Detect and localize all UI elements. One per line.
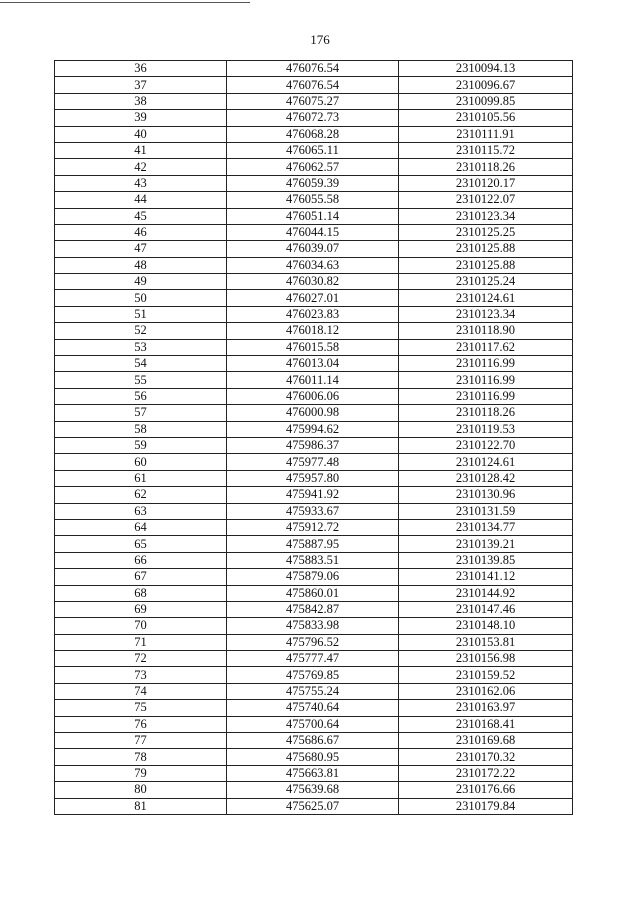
x-coordinate-cell: 475639.68	[227, 782, 399, 798]
point-number-cell: 65	[55, 536, 227, 552]
y-coordinate-cell: 2310118.90	[399, 323, 573, 339]
point-number-cell: 45	[55, 208, 227, 224]
table-row	[55, 437, 573, 453]
x-coordinate-cell: 476076.54	[227, 77, 399, 93]
point-number-cell: 59	[55, 437, 227, 453]
x-coordinate-cell: 475755.24	[227, 683, 399, 699]
point-number-cell: 80	[55, 782, 227, 798]
x-coordinate-cell: 475957.80	[227, 470, 399, 486]
point-number-cell: 76	[55, 716, 227, 732]
x-coordinate-cell: 476039.07	[227, 241, 399, 257]
x-coordinate-cell: 475912.72	[227, 519, 399, 535]
table-row	[55, 733, 573, 749]
y-coordinate-cell: 2310125.25	[399, 224, 573, 240]
x-coordinate-cell: 475860.01	[227, 585, 399, 601]
table-row	[55, 503, 573, 519]
point-number-cell: 56	[55, 388, 227, 404]
point-number-cell: 39	[55, 110, 227, 126]
coordinates-table-body	[55, 61, 573, 815]
x-coordinate-cell: 475833.98	[227, 618, 399, 634]
table-row	[55, 192, 573, 208]
y-coordinate-cell: 2310141.12	[399, 569, 573, 585]
x-coordinate-cell: 475769.85	[227, 667, 399, 683]
point-number-cell: 50	[55, 290, 227, 306]
table-row	[55, 356, 573, 372]
point-number-cell: 51	[55, 306, 227, 322]
point-number-cell: 73	[55, 667, 227, 683]
point-number-cell: 79	[55, 765, 227, 781]
point-number-cell: 66	[55, 552, 227, 568]
table-row	[55, 634, 573, 650]
table-row	[55, 454, 573, 470]
point-number-cell: 58	[55, 421, 227, 437]
table-row	[55, 487, 573, 503]
point-number-cell: 60	[55, 454, 227, 470]
y-coordinate-cell: 2310139.85	[399, 552, 573, 568]
point-number-cell: 69	[55, 601, 227, 617]
y-coordinate-cell: 2310111.91	[399, 126, 573, 142]
y-coordinate-cell: 2310130.96	[399, 487, 573, 503]
x-coordinate-cell: 476015.58	[227, 339, 399, 355]
point-number-cell: 62	[55, 487, 227, 503]
y-coordinate-cell: 2310147.46	[399, 601, 573, 617]
table-row	[55, 601, 573, 617]
y-coordinate-cell: 2310096.67	[399, 77, 573, 93]
table-row	[55, 421, 573, 437]
table-row	[55, 749, 573, 765]
point-number-cell: 44	[55, 192, 227, 208]
x-coordinate-cell: 475887.95	[227, 536, 399, 552]
x-coordinate-cell: 475686.67	[227, 733, 399, 749]
table-row	[55, 667, 573, 683]
point-number-cell: 71	[55, 634, 227, 650]
point-number-cell: 67	[55, 569, 227, 585]
y-coordinate-cell: 2310170.32	[399, 749, 573, 765]
y-coordinate-cell: 2310179.84	[399, 798, 573, 814]
y-coordinate-cell: 2310099.85	[399, 93, 573, 109]
table-row	[55, 716, 573, 732]
x-coordinate-cell: 475883.51	[227, 552, 399, 568]
y-coordinate-cell: 2310123.34	[399, 306, 573, 322]
page-number: 176	[310, 32, 330, 47]
y-coordinate-cell: 2310148.10	[399, 618, 573, 634]
point-number-cell: 42	[55, 159, 227, 175]
table-row	[55, 388, 573, 404]
table-row	[55, 93, 573, 109]
x-coordinate-cell: 475977.48	[227, 454, 399, 470]
x-coordinate-cell: 476076.54	[227, 61, 399, 77]
y-coordinate-cell: 2310128.42	[399, 470, 573, 486]
point-number-cell: 36	[55, 61, 227, 77]
point-number-cell: 64	[55, 519, 227, 535]
table-row	[55, 323, 573, 339]
table-row	[55, 618, 573, 634]
y-coordinate-cell: 2310094.13	[399, 61, 573, 77]
x-coordinate-cell: 475740.64	[227, 700, 399, 716]
x-coordinate-cell: 475986.37	[227, 437, 399, 453]
y-coordinate-cell: 2310162.06	[399, 683, 573, 699]
y-coordinate-cell: 2310116.99	[399, 388, 573, 404]
table-row	[55, 241, 573, 257]
table-row	[55, 290, 573, 306]
y-coordinate-cell: 2310125.88	[399, 241, 573, 257]
point-number-cell: 40	[55, 126, 227, 142]
point-number-cell: 38	[55, 93, 227, 109]
table-row	[55, 765, 573, 781]
y-coordinate-cell: 2310134.77	[399, 519, 573, 535]
point-number-cell: 49	[55, 274, 227, 290]
table-row	[55, 257, 573, 273]
x-coordinate-cell: 475933.67	[227, 503, 399, 519]
y-coordinate-cell: 2310139.21	[399, 536, 573, 552]
x-coordinate-cell: 476068.28	[227, 126, 399, 142]
table-row	[55, 175, 573, 191]
y-coordinate-cell: 2310168.41	[399, 716, 573, 732]
y-coordinate-cell: 2310144.92	[399, 585, 573, 601]
y-coordinate-cell: 2310159.52	[399, 667, 573, 683]
table-row	[55, 470, 573, 486]
y-coordinate-cell: 2310124.61	[399, 290, 573, 306]
table-row	[55, 159, 573, 175]
x-coordinate-cell: 476018.12	[227, 323, 399, 339]
table-row	[55, 782, 573, 798]
table-row	[55, 110, 573, 126]
point-number-cell: 46	[55, 224, 227, 240]
x-coordinate-cell: 476034.63	[227, 257, 399, 273]
point-number-cell: 70	[55, 618, 227, 634]
x-coordinate-cell: 475777.47	[227, 651, 399, 667]
y-coordinate-cell: 2310156.98	[399, 651, 573, 667]
table-row	[55, 536, 573, 552]
table-row	[55, 142, 573, 158]
top-rule	[0, 2, 250, 3]
table-row	[55, 585, 573, 601]
x-coordinate-cell: 475941.92	[227, 487, 399, 503]
y-coordinate-cell: 2310118.26	[399, 159, 573, 175]
table-row	[55, 569, 573, 585]
point-number-cell: 63	[55, 503, 227, 519]
x-coordinate-cell: 475994.62	[227, 421, 399, 437]
point-number-cell: 48	[55, 257, 227, 273]
y-coordinate-cell: 2310172.22	[399, 765, 573, 781]
y-coordinate-cell: 2310124.61	[399, 454, 573, 470]
point-number-cell: 37	[55, 77, 227, 93]
point-number-cell: 77	[55, 733, 227, 749]
point-number-cell: 54	[55, 356, 227, 372]
point-number-cell: 47	[55, 241, 227, 257]
point-number-cell: 81	[55, 798, 227, 814]
point-number-cell: 57	[55, 405, 227, 421]
y-coordinate-cell: 2310122.07	[399, 192, 573, 208]
point-number-cell: 68	[55, 585, 227, 601]
x-coordinate-cell: 475879.06	[227, 569, 399, 585]
x-coordinate-cell: 476044.15	[227, 224, 399, 240]
y-coordinate-cell: 2310125.88	[399, 257, 573, 273]
y-coordinate-cell: 2310122.70	[399, 437, 573, 453]
x-coordinate-cell: 476006.06	[227, 388, 399, 404]
table-row	[55, 274, 573, 290]
table-row	[55, 552, 573, 568]
y-coordinate-cell: 2310105.56	[399, 110, 573, 126]
x-coordinate-cell: 476027.01	[227, 290, 399, 306]
y-coordinate-cell: 2310118.26	[399, 405, 573, 421]
point-number-cell: 55	[55, 372, 227, 388]
table-row	[55, 61, 573, 77]
x-coordinate-cell: 475625.07	[227, 798, 399, 814]
point-number-cell: 43	[55, 175, 227, 191]
table-row	[55, 339, 573, 355]
x-coordinate-cell: 475796.52	[227, 634, 399, 650]
point-number-cell: 41	[55, 142, 227, 158]
x-coordinate-cell: 476000.98	[227, 405, 399, 421]
point-number-cell: 72	[55, 651, 227, 667]
table-row	[55, 208, 573, 224]
table-row	[55, 651, 573, 667]
y-coordinate-cell: 2310120.17	[399, 175, 573, 191]
y-coordinate-cell: 2310123.34	[399, 208, 573, 224]
table-row	[55, 77, 573, 93]
y-coordinate-cell: 2310125.24	[399, 274, 573, 290]
point-number-cell: 74	[55, 683, 227, 699]
point-number-cell: 53	[55, 339, 227, 355]
table-row	[55, 126, 573, 142]
table-row	[55, 405, 573, 421]
x-coordinate-cell: 476062.57	[227, 159, 399, 175]
x-coordinate-cell: 476023.83	[227, 306, 399, 322]
table-row	[55, 519, 573, 535]
y-coordinate-cell: 2310117.62	[399, 339, 573, 355]
x-coordinate-cell: 475842.87	[227, 601, 399, 617]
table-row	[55, 306, 573, 322]
x-coordinate-cell: 476059.39	[227, 175, 399, 191]
x-coordinate-cell: 476075.27	[227, 93, 399, 109]
y-coordinate-cell: 2310116.99	[399, 356, 573, 372]
point-number-cell: 75	[55, 700, 227, 716]
y-coordinate-cell: 2310116.99	[399, 372, 573, 388]
x-coordinate-cell: 475700.64	[227, 716, 399, 732]
y-coordinate-cell: 2310163.97	[399, 700, 573, 716]
x-coordinate-cell: 475680.95	[227, 749, 399, 765]
coordinates-table	[54, 60, 573, 815]
y-coordinate-cell: 2310119.53	[399, 421, 573, 437]
x-coordinate-cell: 476051.14	[227, 208, 399, 224]
x-coordinate-cell: 475663.81	[227, 765, 399, 781]
table-row	[55, 683, 573, 699]
y-coordinate-cell: 2310115.72	[399, 142, 573, 158]
point-number-cell: 52	[55, 323, 227, 339]
x-coordinate-cell: 476011.14	[227, 372, 399, 388]
y-coordinate-cell: 2310131.59	[399, 503, 573, 519]
y-coordinate-cell: 2310176.66	[399, 782, 573, 798]
x-coordinate-cell: 476055.58	[227, 192, 399, 208]
x-coordinate-cell: 476072.73	[227, 110, 399, 126]
point-number-cell: 78	[55, 749, 227, 765]
table-row	[55, 224, 573, 240]
table-row	[55, 798, 573, 814]
table-row	[55, 700, 573, 716]
table-row	[55, 372, 573, 388]
y-coordinate-cell: 2310169.68	[399, 733, 573, 749]
x-coordinate-cell: 476065.11	[227, 142, 399, 158]
x-coordinate-cell: 476013.04	[227, 356, 399, 372]
point-number-cell: 61	[55, 470, 227, 486]
y-coordinate-cell: 2310153.81	[399, 634, 573, 650]
x-coordinate-cell: 476030.82	[227, 274, 399, 290]
